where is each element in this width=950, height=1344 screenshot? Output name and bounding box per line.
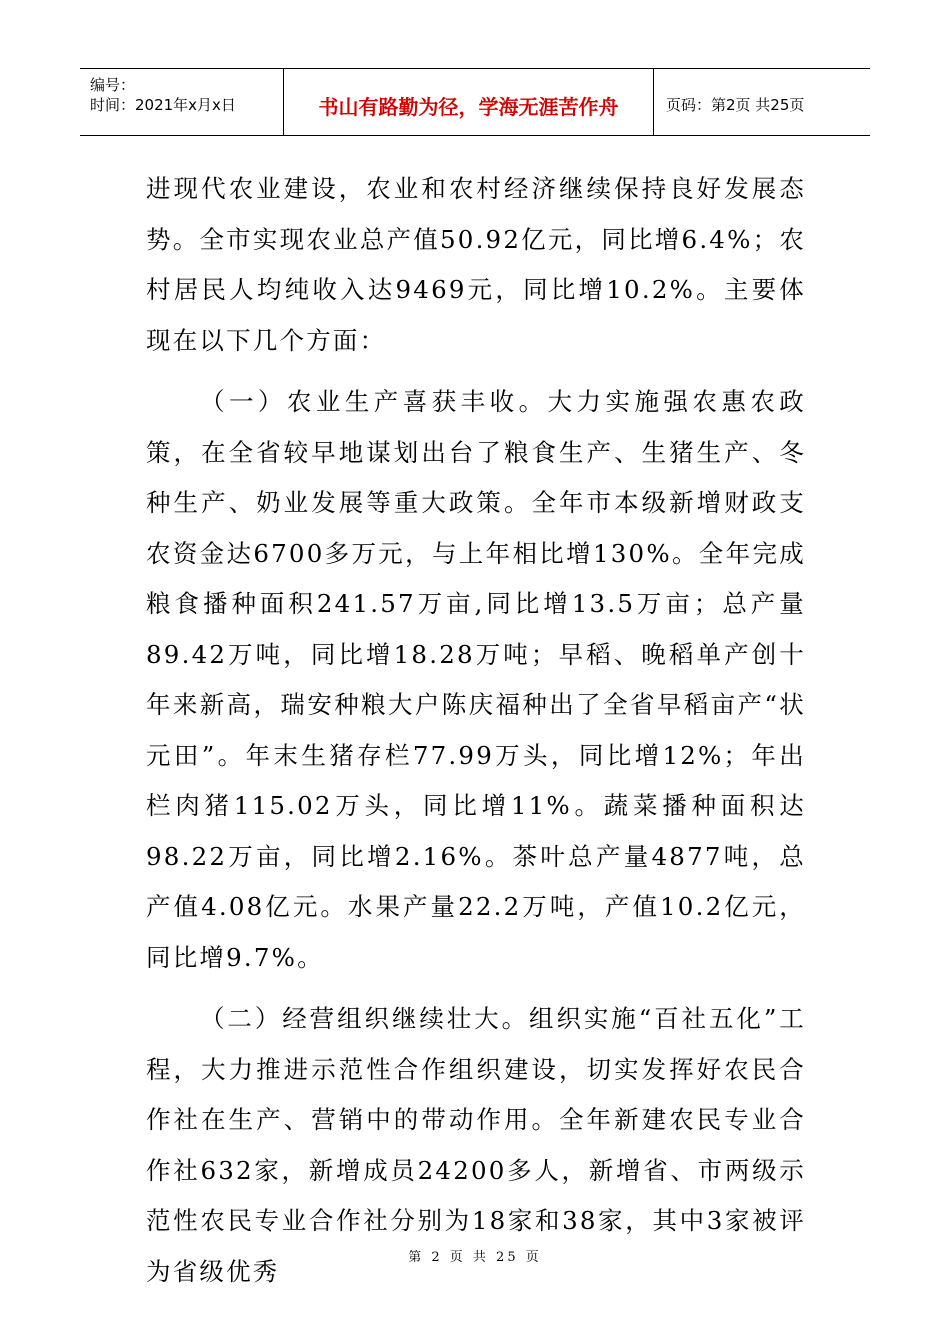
header-meta-cell <box>80 69 284 135</box>
document-number-label: 编号： <box>90 76 136 94</box>
header-page-info: 页码：第2页 共25页 <box>666 95 805 114</box>
document-header <box>80 68 870 136</box>
page-footer: 第 2 页 共 25 页 <box>408 1250 542 1265</box>
paragraph-continuation: 进现代农业建设，农业和农村经济继续保持良好发展态势。全市实现农业总产值50.92亿元，同比增6.4%；农村居民人均纯收入达9469元，同比增10.2%。主要体现在以下几个方面： <box>146 174 806 355</box>
header-motto: 书山有路勤为径，学海无涯苦作舟 <box>284 69 654 135</box>
paragraph-agriculture-production: （一）农业生产喜获丰收。大力实施强农惠农政策，在全省较早地谋划出台了粮食生产、生猪生产、冬种生产、奶业发展等重大政策。全年市本级新增财政支农资金达6700多万元，与上年相比增130%。全年完成粮食播种面积241.57万亩,同比增13.5万亩；总产量89.42万吨，同比增18.28万吨；早稻、晚稻单产创十年来新高，瑞安种粮大户陈庆福种出了全省早稻亩产“状元田”。年末生猪存栏77.99万头，同比增12%；年出栏肉猪115.02万头，同比增11%。蔬菜播种面积达98.22万亩，同比增2.16%。茶叶总产量4877吨，总产值4.08亿元。水果产量22.2万吨，产值10.2亿元，同比增9.7%。 <box>146 387 806 972</box>
paragraph-business-organization: （二）经营组织继续壮大。组织实施“百社五化”工程，大力推进示范性合作组织建设，切实发挥好农民合作社在生产、营销中的带动作用。全年新建农民专业合作社632家，新增成员24200多人，新增省、市两级示范性农民专业合作社分别为18家和38家，其中3家被评为省级优秀 <box>146 1004 806 1286</box>
document-time-label: 时间：2021年x月x日 <box>90 96 236 114</box>
document-body <box>146 164 806 1297</box>
